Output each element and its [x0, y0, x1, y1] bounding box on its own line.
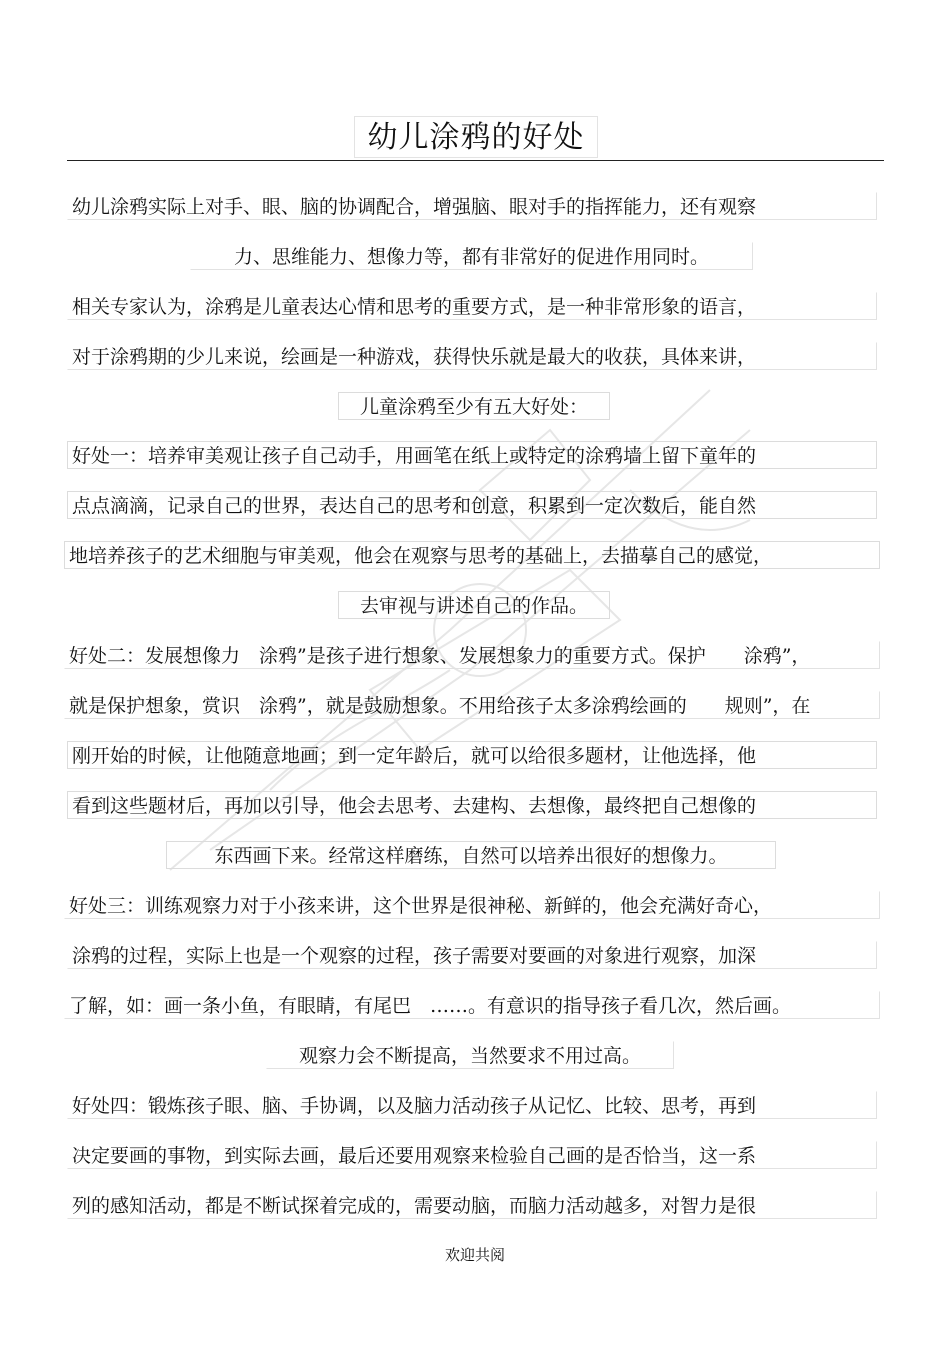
text-line: 好处一：培养审美观让孩子自己动手，用画笔在纸上或特定的涂鸦墙上留下童年的	[67, 441, 877, 469]
text-line: 涂鸦的过程，实际上也是一个观察的过程，孩子需要对要画的对象进行观察，加深	[67, 941, 877, 969]
text-line: 对于涂鸦期的少儿来说，绘画是一种游戏，获得快乐就是最大的收获，具体来讲，	[67, 342, 877, 370]
text-line: 去审视与讲述自己的作品。	[338, 591, 610, 619]
title-divider	[67, 160, 884, 161]
text-line: 看到这些题材后，再加以引导，他会去思考、去建构、去想像，最终把自己想像的	[67, 791, 877, 819]
text-line: 地培养孩子的艺术细胞与审美观，他会在观察与思考的基础上，去描摹自己的感觉，	[64, 541, 880, 569]
page-title: 幼儿涂鸦的好处	[354, 116, 598, 158]
text-line: 观察力会不断提高，当然要求不用过高。	[266, 1041, 674, 1069]
text-line: 儿童涂鸦至少有五大好处：	[338, 392, 610, 420]
text-line: 列的感知活动，都是不断试探着完成的，需要动脑，而脑力活动越多，对智力是很	[67, 1191, 877, 1219]
page-footer: 欢迎共阅	[444, 1246, 505, 1264]
text-line: 决定要画的事物，到实际去画，最后还要用观察来检验自己画的是否恰当，这一系	[67, 1141, 877, 1169]
text-line: 好处四：锻炼孩子眼、脑、手协调，以及脑力活动孩子从记忆、比较、思考，再到	[67, 1091, 877, 1119]
text-line: 力、思维能力、想像力等，都有非常好的促进作用同时。	[190, 242, 753, 270]
text-line: 好处三：训练观察力对于小孩来讲，这个世界是很神秘、新鲜的，他会充满好奇心，	[64, 891, 880, 919]
text-line: 相关专家认为，涂鸦是儿童表达心情和思考的重要方式，是一种非常形象的语言，	[67, 292, 877, 320]
text-line: 幼儿涂鸦实际上对手、眼、脑的协调配合，增强脑、眼对手的指挥能力，还有观察	[67, 192, 877, 220]
text-line: 了解，如：画一条小鱼，有眼睛，有尾巴 ……。有意识的指导孩子看几次，然后画。	[64, 991, 880, 1019]
text-line: 就是保护想象，赏识 涂鸦”，就是鼓励想象。不用给孩子太多涂鸦绘画的 规则”，在	[64, 691, 880, 719]
text-line: 点点滴滴，记录自己的世界，表达自己的思考和创意，积累到一定次数后，能自然	[67, 491, 877, 519]
text-line: 好处二：发展想像力 涂鸦”是孩子进行想象、发展想象力的重要方式。保护 涂鸦”，	[64, 641, 880, 669]
text-line: 东西画下来。经常这样磨练，自然可以培养出很好的想像力。	[166, 841, 776, 869]
text-line: 刚开始的时候，让他随意地画；到一定年龄后，就可以给很多题材，让他选择，他	[67, 741, 877, 769]
